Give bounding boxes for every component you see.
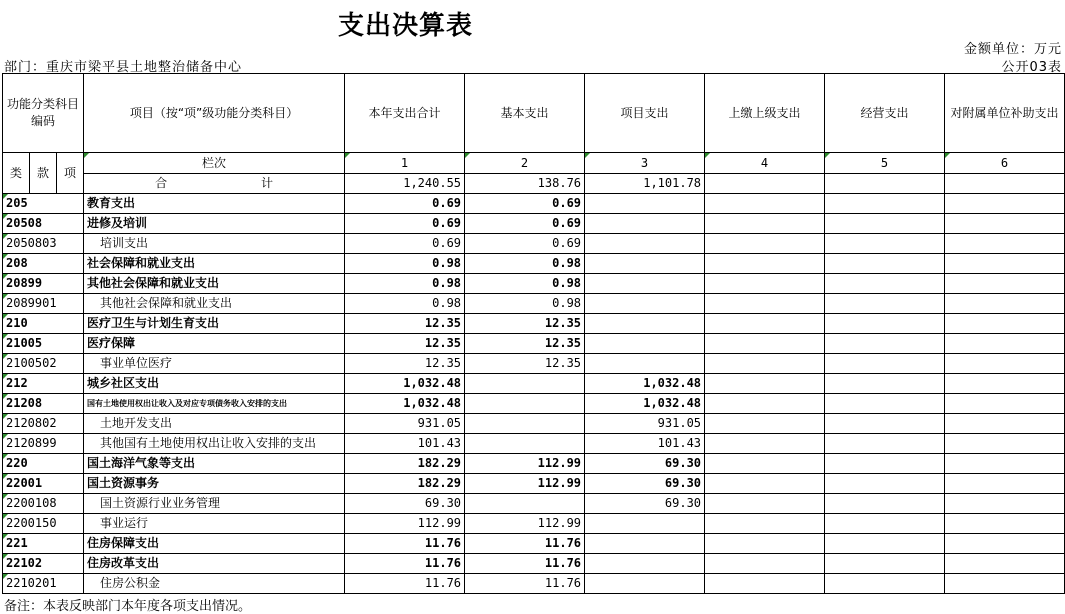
row-total: 182.29 xyxy=(345,454,465,474)
row-total: 0.98 xyxy=(345,294,465,314)
total-sum: 1,240.55 xyxy=(345,174,465,194)
col-no-4: 4 xyxy=(705,153,825,174)
row-total: 1,032.48 xyxy=(345,394,465,414)
row-project: 69.30 xyxy=(585,474,705,494)
row-business xyxy=(825,354,945,374)
expenditure-table xyxy=(2,73,1065,594)
col-no-1: 1 xyxy=(345,153,465,174)
row-name: 国土海洋气象等支出 xyxy=(84,454,345,474)
row-code: 22102 xyxy=(3,554,84,574)
row-name: 土地开发支出 xyxy=(84,414,345,434)
row-basic: 0.69 xyxy=(465,234,585,254)
row-basic: 12.35 xyxy=(465,334,585,354)
row-subsidy xyxy=(945,494,1065,514)
col-no-3: 3 xyxy=(585,153,705,174)
row-subsidy xyxy=(945,434,1065,454)
row-upper xyxy=(705,294,825,314)
row-name: 国土资源事务 xyxy=(84,474,345,494)
row-project xyxy=(585,294,705,314)
table-row xyxy=(3,194,1065,214)
table-row xyxy=(3,554,1065,574)
table-row xyxy=(3,434,1065,454)
row-subsidy xyxy=(945,414,1065,434)
table-row xyxy=(3,374,1065,394)
row-upper xyxy=(705,194,825,214)
row-subsidy xyxy=(945,334,1065,354)
row-code: 210 xyxy=(3,314,84,334)
row-code: 2120802 xyxy=(3,414,84,434)
row-project: 69.30 xyxy=(585,494,705,514)
row-subsidy xyxy=(945,214,1065,234)
header-func-code: 功能分类科目编码 xyxy=(3,74,84,153)
row-name: 培训支出 xyxy=(84,234,345,254)
table-row xyxy=(3,414,1065,434)
row-code: 2050803 xyxy=(3,234,84,254)
row-name: 社会保障和就业支出 xyxy=(84,254,345,274)
total-upper xyxy=(705,174,825,194)
row-upper xyxy=(705,454,825,474)
footnote: 备注：本表反映部门本年度各项支出情况。 xyxy=(4,599,252,614)
total-label-a: 合 xyxy=(155,176,168,190)
row-basic: 0.98 xyxy=(465,254,585,274)
table-row xyxy=(3,274,1065,294)
total-label xyxy=(84,174,345,194)
row-basic xyxy=(465,414,585,434)
row-subsidy xyxy=(945,574,1065,594)
page-title: 支出决算表 xyxy=(338,11,474,41)
row-total: 12.35 xyxy=(345,314,465,334)
total-basic: 138.76 xyxy=(465,174,585,194)
header-subsidy: 对附属单位补助支出 xyxy=(945,74,1065,153)
row-basic xyxy=(465,394,585,414)
row-code: 20899 xyxy=(3,274,84,294)
row-name: 事业单位医疗 xyxy=(84,354,345,374)
row-upper xyxy=(705,234,825,254)
table-row xyxy=(3,294,1065,314)
header-item: 项目（按“项”级功能分类科目） xyxy=(84,74,345,153)
row-project xyxy=(585,314,705,334)
header-total: 本年支出合计 xyxy=(345,74,465,153)
row-code: 212 xyxy=(3,374,84,394)
row-project xyxy=(585,274,705,294)
row-code: 20508 xyxy=(3,214,84,234)
row-upper xyxy=(705,414,825,434)
row-upper xyxy=(705,574,825,594)
row-subsidy xyxy=(945,454,1065,474)
row-basic: 12.35 xyxy=(465,354,585,374)
row-total: 1,032.48 xyxy=(345,374,465,394)
row-total: 112.99 xyxy=(345,514,465,534)
row-upper xyxy=(705,514,825,534)
table-row xyxy=(3,334,1065,354)
row-basic: 0.98 xyxy=(465,274,585,294)
row-business xyxy=(825,334,945,354)
table-row xyxy=(3,314,1065,334)
row-subsidy xyxy=(945,314,1065,334)
row-name: 其他社会保障和就业支出 xyxy=(84,274,345,294)
row-project: 69.30 xyxy=(585,454,705,474)
row-name: 其他社会保障和就业支出 xyxy=(84,294,345,314)
row-project: 1,032.48 xyxy=(585,394,705,414)
row-project xyxy=(585,334,705,354)
table-row xyxy=(3,394,1065,414)
row-name: 住房保障支出 xyxy=(84,534,345,554)
row-total: 0.69 xyxy=(345,194,465,214)
row-upper xyxy=(705,534,825,554)
total-subsidy xyxy=(945,174,1065,194)
row-basic: 11.76 xyxy=(465,534,585,554)
row-name: 国有土地使用权出让收入及对应专项债务收入安排的支出 xyxy=(84,394,345,414)
row-basic: 0.69 xyxy=(465,194,585,214)
row-subsidy xyxy=(945,194,1065,214)
row-subsidy xyxy=(945,254,1065,274)
row-upper xyxy=(705,434,825,454)
header-project: 项目支出 xyxy=(585,74,705,153)
row-code: 22001 xyxy=(3,474,84,494)
header-kuan: 款 xyxy=(30,153,57,194)
col-no-5: 5 xyxy=(825,153,945,174)
row-subsidy xyxy=(945,474,1065,494)
row-upper xyxy=(705,474,825,494)
total-project: 1,101.78 xyxy=(585,174,705,194)
row-project xyxy=(585,254,705,274)
row-code: 2210201 xyxy=(3,574,84,594)
row-business xyxy=(825,454,945,474)
table-row xyxy=(3,494,1065,514)
row-basic: 112.99 xyxy=(465,514,585,534)
row-total: 0.69 xyxy=(345,214,465,234)
row-code: 221 xyxy=(3,534,84,554)
table-row xyxy=(3,254,1065,274)
header-xiang: 项 xyxy=(57,153,84,194)
row-code: 2200150 xyxy=(3,514,84,534)
row-business xyxy=(825,394,945,414)
row-business xyxy=(825,274,945,294)
row-project xyxy=(585,574,705,594)
header-upper: 上缴上级支出 xyxy=(705,74,825,153)
row-code: 2100502 xyxy=(3,354,84,374)
row-upper xyxy=(705,494,825,514)
row-subsidy xyxy=(945,514,1065,534)
unit-label: 金额单位：万元 xyxy=(963,42,1062,57)
row-total: 0.69 xyxy=(345,234,465,254)
row-business xyxy=(825,414,945,434)
row-total: 182.29 xyxy=(345,474,465,494)
total-row xyxy=(3,174,1065,194)
header-lanci: 栏次 xyxy=(84,153,345,174)
table-row xyxy=(3,214,1065,234)
header-row xyxy=(3,74,1065,153)
department-label: 部门：重庆市梁平县土地整治储备中心 xyxy=(4,60,243,75)
row-total: 11.76 xyxy=(345,574,465,594)
row-name: 事业运行 xyxy=(84,514,345,534)
row-name: 住房改革支出 xyxy=(84,554,345,574)
row-total: 0.98 xyxy=(345,254,465,274)
header-lei: 类 xyxy=(3,153,30,194)
table-row xyxy=(3,534,1065,554)
row-name: 医疗卫生与计划生育支出 xyxy=(84,314,345,334)
row-basic: 0.69 xyxy=(465,214,585,234)
row-upper xyxy=(705,354,825,374)
row-project xyxy=(585,354,705,374)
col-no-2: 2 xyxy=(465,153,585,174)
row-code: 220 xyxy=(3,454,84,474)
row-business xyxy=(825,514,945,534)
row-total: 11.76 xyxy=(345,534,465,554)
row-business xyxy=(825,234,945,254)
row-basic: 11.76 xyxy=(465,574,585,594)
form-number: 公开03表 xyxy=(1001,60,1062,75)
row-code: 2200108 xyxy=(3,494,84,514)
row-business xyxy=(825,374,945,394)
row-name: 其他国有土地使用权出让收入安排的支出 xyxy=(84,434,345,454)
table-row xyxy=(3,474,1065,494)
row-project xyxy=(585,514,705,534)
row-total: 12.35 xyxy=(345,354,465,374)
row-total: 101.43 xyxy=(345,434,465,454)
row-business xyxy=(825,214,945,234)
row-upper xyxy=(705,394,825,414)
row-basic: 112.99 xyxy=(465,454,585,474)
row-basic: 112.99 xyxy=(465,474,585,494)
row-upper xyxy=(705,374,825,394)
row-name: 医疗保障 xyxy=(84,334,345,354)
table-row xyxy=(3,574,1065,594)
row-total: 931.05 xyxy=(345,414,465,434)
row-business xyxy=(825,314,945,334)
row-project: 101.43 xyxy=(585,434,705,454)
row-business xyxy=(825,194,945,214)
total-business xyxy=(825,174,945,194)
table-row xyxy=(3,354,1065,374)
row-total: 0.98 xyxy=(345,274,465,294)
table-row xyxy=(3,514,1065,534)
row-basic xyxy=(465,434,585,454)
row-basic xyxy=(465,494,585,514)
row-name: 教育支出 xyxy=(84,194,345,214)
header-basic: 基本支出 xyxy=(465,74,585,153)
row-code: 2089901 xyxy=(3,294,84,314)
table-row xyxy=(3,454,1065,474)
row-subsidy xyxy=(945,294,1065,314)
row-business xyxy=(825,494,945,514)
row-subsidy xyxy=(945,554,1065,574)
row-name: 住房公积金 xyxy=(84,574,345,594)
row-basic: 12.35 xyxy=(465,314,585,334)
row-business xyxy=(825,574,945,594)
row-project: 1,032.48 xyxy=(585,374,705,394)
column-number-row xyxy=(3,153,1065,174)
row-business xyxy=(825,554,945,574)
row-subsidy xyxy=(945,274,1065,294)
row-total: 69.30 xyxy=(345,494,465,514)
row-business xyxy=(825,434,945,454)
row-upper xyxy=(705,554,825,574)
row-upper xyxy=(705,274,825,294)
row-project xyxy=(585,234,705,254)
row-upper xyxy=(705,314,825,334)
row-subsidy xyxy=(945,394,1065,414)
total-label-b: 计 xyxy=(260,176,273,190)
row-business xyxy=(825,534,945,554)
row-subsidy xyxy=(945,534,1065,554)
row-code: 21208 xyxy=(3,394,84,414)
row-basic: 11.76 xyxy=(465,554,585,574)
row-code: 21005 xyxy=(3,334,84,354)
row-name: 进修及培训 xyxy=(84,214,345,234)
row-code: 2120899 xyxy=(3,434,84,454)
row-subsidy xyxy=(945,354,1065,374)
row-business xyxy=(825,294,945,314)
row-project xyxy=(585,554,705,574)
row-basic: 0.98 xyxy=(465,294,585,314)
row-total: 12.35 xyxy=(345,334,465,354)
row-business xyxy=(825,254,945,274)
row-upper xyxy=(705,334,825,354)
row-subsidy xyxy=(945,374,1065,394)
row-project xyxy=(585,534,705,554)
row-subsidy xyxy=(945,234,1065,254)
row-project xyxy=(585,194,705,214)
table-row xyxy=(3,234,1065,254)
header-business: 经营支出 xyxy=(825,74,945,153)
row-project: 931.05 xyxy=(585,414,705,434)
row-code: 205 xyxy=(3,194,84,214)
row-name: 国土资源行业业务管理 xyxy=(84,494,345,514)
row-code: 208 xyxy=(3,254,84,274)
row-total: 11.76 xyxy=(345,554,465,574)
col-no-6: 6 xyxy=(945,153,1065,174)
row-project xyxy=(585,214,705,234)
row-upper xyxy=(705,214,825,234)
row-basic xyxy=(465,374,585,394)
row-name: 城乡社区支出 xyxy=(84,374,345,394)
row-upper xyxy=(705,254,825,274)
row-business xyxy=(825,474,945,494)
